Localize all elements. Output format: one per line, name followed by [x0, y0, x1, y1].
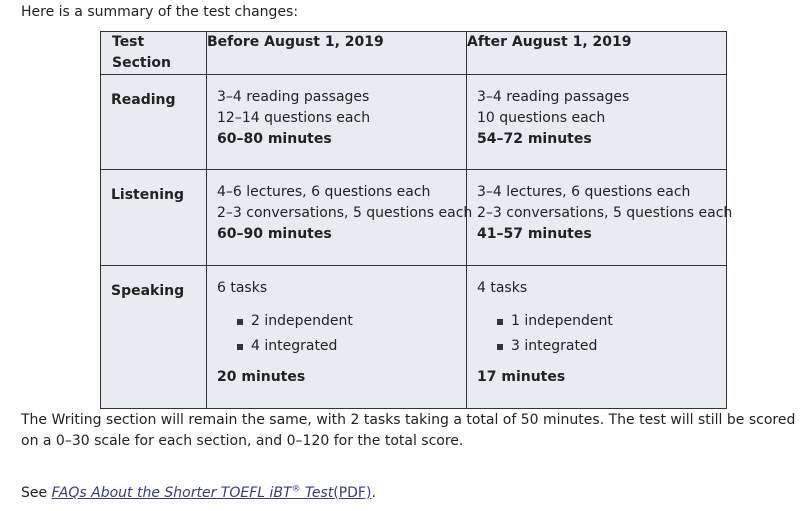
reading-after-cell	[467, 75, 727, 170]
speaking-after-cell	[467, 266, 727, 409]
pdf-link[interactable]: (PDF)	[333, 485, 372, 501]
listening-before-cell	[207, 170, 473, 266]
table-row-speaking	[101, 266, 727, 409]
speaking-after-duration: 17 minutes	[477, 369, 566, 385]
writing-note: The Writing section will remain the same, with 2 tasks taking a total of 50 minutes. The test will still be scored on a 0–30 scale for each section, and 0–120 for the total score.	[21, 412, 796, 449]
section-label-speaking: Speaking	[101, 266, 207, 409]
section-label-listening: Listening	[101, 170, 207, 266]
test-changes-table	[100, 31, 733, 409]
header-test-section: Test Section	[101, 32, 207, 75]
list-item: 1 independent	[497, 309, 726, 334]
reading-before-line-1: 3–4 reading passages	[217, 89, 370, 105]
header-before: Before August 1, 2019	[207, 32, 467, 75]
speaking-after-intro: 4 tasks	[477, 280, 528, 296]
reading-before-line-2: 12–14 questions each	[217, 110, 371, 126]
reading-after-duration: 54–72 minutes	[477, 131, 592, 147]
listening-after-line-2: 2–3 conversations, 5 questions each	[477, 205, 733, 221]
faq-link-text-2: Test	[300, 485, 334, 501]
section-label-reading: Reading	[101, 75, 207, 170]
see-faq-line	[21, 483, 376, 504]
listening-after-line-1: 3–4 lectures, 6 questions each	[477, 184, 691, 200]
list-item: 2 independent	[237, 309, 466, 334]
speaking-before-intro: 6 tasks	[217, 280, 268, 296]
list-item: 3 integrated	[497, 334, 726, 359]
reading-after-line-1: 3–4 reading passages	[477, 89, 630, 105]
reading-after-line-2: 10 questions each	[477, 110, 606, 126]
see-prefix: See	[21, 485, 52, 501]
speaking-before-list	[217, 309, 466, 359]
listening-after-duration: 41–57 minutes	[477, 226, 592, 242]
reading-before-cell	[207, 75, 467, 170]
faq-link-text: FAQs About the Shorter TOEFL iBT	[51, 485, 292, 501]
listening-before-line-1: 4–6 lectures, 6 questions each	[217, 184, 431, 200]
listening-after-cell	[467, 170, 733, 266]
table-row-reading	[101, 75, 727, 170]
header-after: After August 1, 2019	[467, 32, 727, 75]
registered-mark: ®	[291, 484, 301, 495]
listening-before-duration: 60–90 minutes	[217, 226, 332, 242]
listening-before-line-2: 2–3 conversations, 5 questions each	[217, 205, 473, 221]
table-row-listening	[101, 170, 727, 266]
see-suffix: .	[371, 485, 376, 501]
speaking-before-cell	[207, 266, 467, 409]
reading-before-duration: 60–80 minutes	[217, 131, 332, 147]
intro-text: Here is a summary of the test changes:	[21, 4, 299, 20]
speaking-before-duration: 20 minutes	[217, 369, 306, 385]
table-header-row	[101, 32, 727, 75]
faq-link[interactable]	[52, 485, 334, 501]
speaking-after-list	[477, 309, 726, 359]
list-item: 4 integrated	[237, 334, 466, 359]
